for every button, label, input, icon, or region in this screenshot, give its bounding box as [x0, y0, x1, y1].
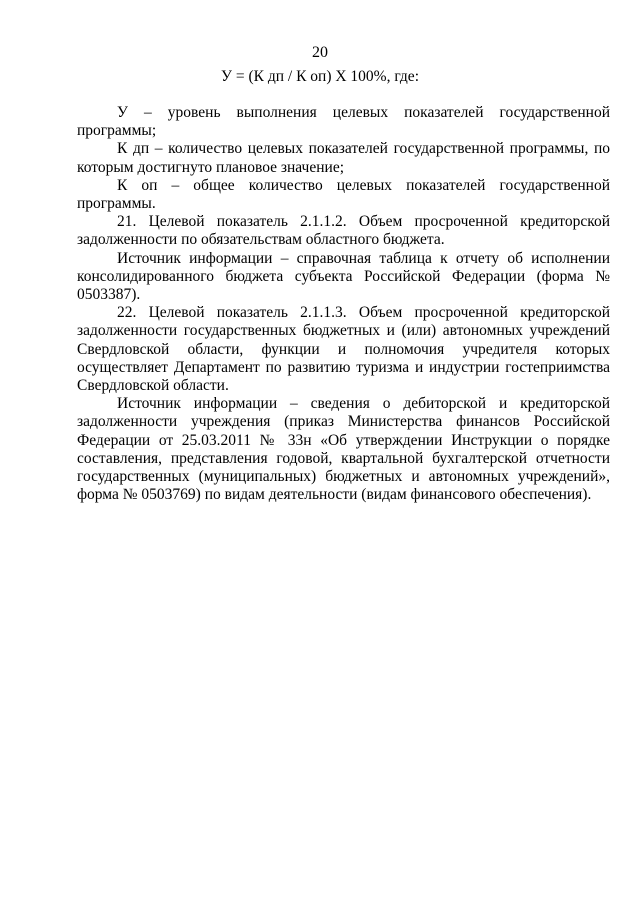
document-body [77, 104, 610, 504]
paragraph-indicator-22: 22. Целевой показатель 2.1.1.3. Объем просроченной кредиторской задолженности государственных бюджетных и (или) автономных учреждений Свердловской области, функции и полномочия учредителя которых осуществляет Департамент по развитию туризма и индустрии гостеприимства Свердловской области. [77, 304, 610, 395]
paragraph-kop-definition: К оп – общее количество целевых показателей государственной программы. [77, 176, 610, 213]
paragraph-u-definition: У – уровень выполнения целевых показателей государственной программы; [77, 104, 610, 140]
paragraph-source-22: Источник информации – сведения о дебиторской и кредиторской задолженности учреждения (приказ Министерства финансов Российской Федерации от 25.03.2011 № 33н «Об утверждении Инструкции о порядке составления, представления годовой, квартальной бухгалтерской отчетности государственных (муниципальных) бюджетных и автономных учреждений», форма № 0503769) по видам деятельности (видам финансового обеспечения). [77, 395, 610, 504]
paragraph-indicator-21: 21. Целевой показатель 2.1.1.2. Объем просроченной кредиторской задолженности по обязательствам областного бюджета. [77, 213, 610, 249]
paragraph-kdp-definition: К дп – количество целевых показателей государственной программы, по которым достигнуто плановое значение; [77, 140, 610, 176]
paragraph-source-21: Источник информации – справочная таблица к отчету об исполнении консолидированного бюджета субъекта Российской Федерации (форма № 0503387). [77, 249, 610, 304]
formula-line: У = (К дп / К оп) Х 100%, где: [220, 68, 419, 85]
page-number: 20 [312, 44, 328, 61]
